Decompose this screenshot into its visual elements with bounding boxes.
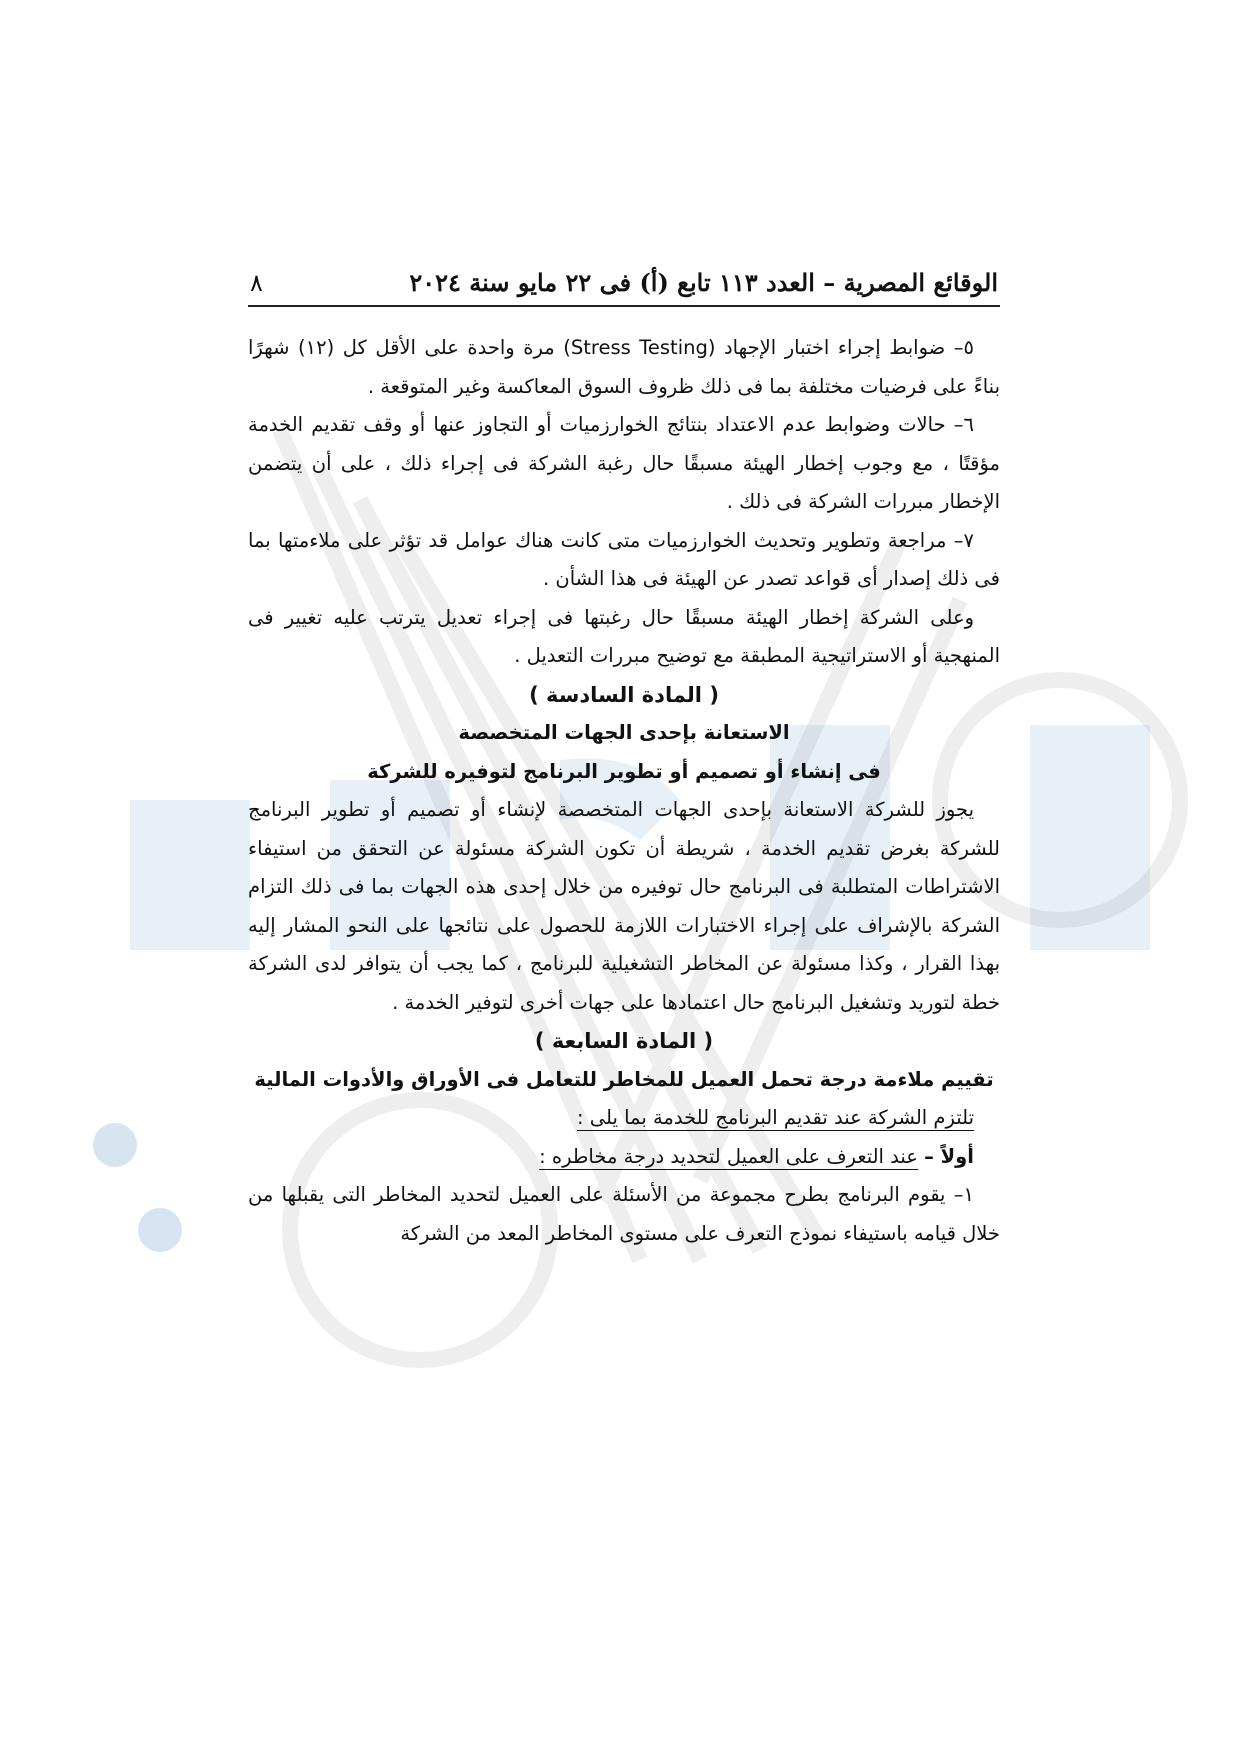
header-title: الوقائع المصرية – العدد ١١٣ تابع (أ) فى ٢٢ مايو سنة ٢٠٢٤ [409, 268, 998, 297]
document-body [248, 329, 1000, 1253]
article-6-title-line-2: فى إنشاء أو تصميم أو تطوير البرنامج لتوفيره للشركة [367, 759, 881, 783]
document-page [248, 268, 1000, 1253]
first-point-label: أولاً – [924, 1144, 974, 1168]
article-6-title-line-1: الاستعانة بإحدى الجهات المتخصصة [458, 721, 790, 744]
article-6-heading: ( المادة السادسة ) [529, 682, 719, 707]
page-header [248, 268, 1000, 307]
article-7-item-1: ١– يقوم البرنامج بطرح مجموعة من الأسئلة على العميل لتحديد المخاطر التى يقبلها من خلال قيامه باستيفاء نموذج التعرف على مستوى المخاطر المعد من الشركة [248, 1183, 1000, 1245]
paragraph-item-7: ٧– مراجعة وتطوير وتحديث الخوارزميات متى كانت هناك عوامل قد تؤثر على ملاءمتها بما فى ذلك إصدار أى قواعد تصدر عن الهيئة فى هذا الشأن . [248, 528, 1000, 590]
page-number: ٨ [250, 269, 263, 297]
article-6-text: يجوز للشركة الاستعانة بإحدى الجهات المتخصصة لإنشاء أو تصميم أو تطوير البرنامج للشركة بغرض تقديم الخدمة ، شريطة أن تكون الشركة مسئولة عن التحقق من استيفاء الاشتراطات المتطلبة فى البرنامج حال توفيره من خلال إحدى هذه الجهات بما فى ذلك التزام الشركة بالإشراف على إجراء الاختبارات اللازمة للحصول على نتائجها على النحو المشار إليه بهذا القرار ، وكذا مسئولة عن المخاطر التشغيلية للبرنامج ، كما يجب أن يتوافر لدى الشركة خطة لتوريد وتشغيل البرنامج حال اعتمادها على جهات أخرى لتوفير الخدمة . [248, 798, 1000, 1014]
article-7-intro [248, 1099, 1000, 1138]
first-point-text: عند التعرف على العميل لتحديد درجة مخاطره : [539, 1144, 918, 1168]
article-7-heading: ( المادة السابعة ) [534, 1029, 714, 1053]
paragraph-item-5: ٥– ضوابط إجراء اختبار الإجهاد (Stress Testing) مرة واحدة على الأقل كل (١٢) شهرًا بناءً على فرضيات مختلفة بما فى ذلك ظروف السوق المعاكسة وغير المتوقعة . [248, 336, 1000, 398]
paragraph-notification: وعلى الشركة إخطار الهيئة مسبقًا حال رغبتها فى إجراء تعديل يترتب عليه تغيير فى المنهجية أو الاستراتيجية المطبقة مع توضيح مبررات التعديل . [248, 605, 1000, 667]
article-7-title: تقييم ملاءمة درجة تحمل العميل للمخاطر للتعامل فى الأوراق والأدوات المالية [254, 1067, 994, 1091]
paragraph-item-6: ٦– حالات وضوابط عدم الاعتداد بنتائج الخوارزميات أو التجاوز عنها أو وقف تقديم الخدمة مؤقتًا ، مع وجوب إخطار الهيئة مسبقًا حال رغبة الشركة فى إجراء ذلك ، على أن يتضمن الإخطار مبررات الشركة فى ذلك . [248, 413, 1000, 513]
article-7-first-point [248, 1138, 1000, 1177]
article-7-intro-text: تلتزم الشركة عند تقديم البرنامج للخدمة بما يلى : [577, 1106, 974, 1129]
